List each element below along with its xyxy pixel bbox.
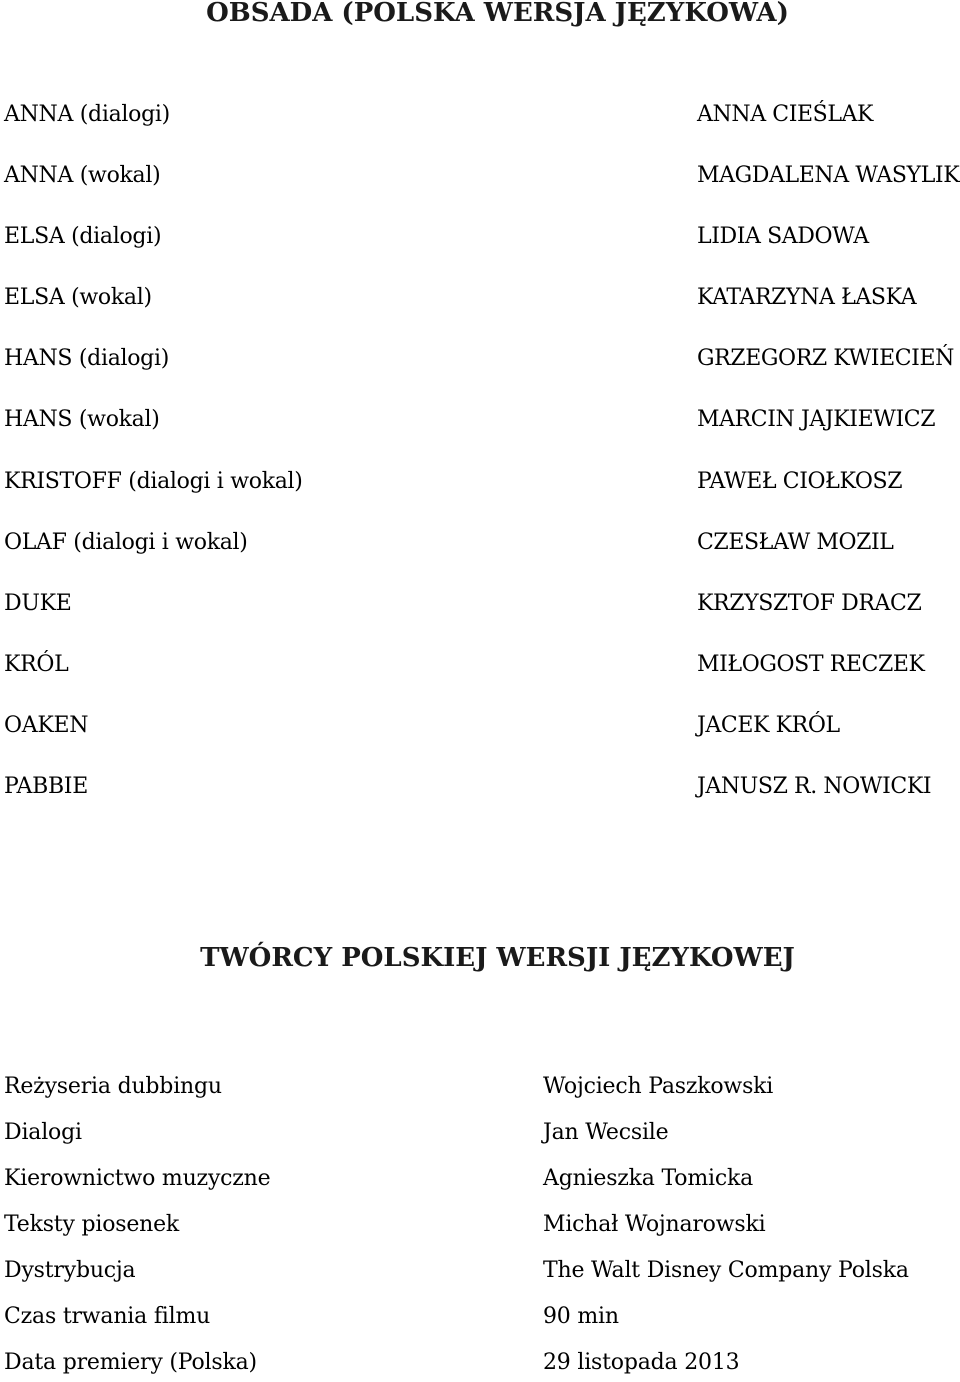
cast-actor: PAWEŁ CIOŁKOSZ: [697, 469, 903, 494]
cast-row: [0, 774, 960, 804]
crew-row: [0, 1304, 960, 1334]
cast-row: [0, 346, 960, 376]
cast-row: [0, 469, 960, 499]
crew-label: Dystrybucja: [4, 1258, 136, 1283]
cast-row: [0, 102, 960, 132]
cast-actor: JACEK KRÓL: [697, 713, 840, 738]
cast-role: HANS (wokal): [4, 407, 160, 432]
cast-role: KRISTOFF (dialogi i wokal): [4, 469, 303, 494]
crew-row: [0, 1258, 960, 1288]
cast-row: [0, 407, 960, 437]
cast-actor: ANNA CIEŚLAK: [697, 102, 874, 127]
cast-role: OAKEN: [4, 713, 89, 738]
crew-row: [0, 1074, 960, 1104]
crew-label: Data premiery (Polska): [4, 1350, 257, 1375]
cast-actor: JANUSZ R. NOWICKI: [697, 774, 932, 799]
crew-value: Agnieszka Tomicka: [543, 1166, 753, 1191]
crew-value: Michał Wojnarowski: [543, 1212, 766, 1237]
cast-section-title: OBSADA (POLSKA WERSJA JĘZYKOWA): [206, 0, 789, 28]
crew-value: 90 min: [543, 1304, 619, 1329]
crew-row: [0, 1166, 960, 1196]
crew-value: Wojciech Paszkowski: [543, 1074, 774, 1099]
cast-actor: MIŁOGOST RECZEK: [697, 652, 925, 677]
crew-value: Jan Wecsile: [543, 1120, 669, 1145]
cast-row: [0, 652, 960, 682]
crew-label: Reżyseria dubbingu: [4, 1074, 222, 1099]
cast-actor: MAGDALENA WASYLIK: [697, 163, 960, 188]
cast-row: [0, 163, 960, 193]
crew-label: Dialogi: [4, 1120, 82, 1145]
cast-row: [0, 591, 960, 621]
cast-actor: LIDIA SADOWA: [697, 224, 869, 249]
crew-value: The Walt Disney Company Polska: [543, 1258, 909, 1283]
cast-role: ANNA (wokal): [4, 163, 161, 188]
cast-actor: MARCIN JAJKIEWICZ: [697, 407, 936, 432]
cast-role: DUKE: [4, 591, 72, 616]
crew-value: 29 listopada 2013: [543, 1350, 740, 1375]
crew-row: [0, 1120, 960, 1150]
cast-role: ANNA (dialogi): [4, 102, 170, 127]
cast-role: KRÓL: [4, 652, 69, 677]
crew-label: Kierownictwo muzyczne: [4, 1166, 271, 1191]
cast-role: ELSA (wokal): [4, 285, 152, 310]
crew-row: [0, 1212, 960, 1242]
cast-role: PABBIE: [4, 774, 88, 799]
cast-role: HANS (dialogi): [4, 346, 169, 371]
cast-role: OLAF (dialogi i wokal): [4, 530, 248, 555]
crew-label: Teksty piosenek: [4, 1212, 180, 1237]
cast-row: [0, 530, 960, 560]
crew-row: [0, 1350, 960, 1380]
cast-row: [0, 285, 960, 315]
cast-actor: KRZYSZTOF DRACZ: [697, 591, 922, 616]
cast-row: [0, 224, 960, 254]
cast-row: [0, 713, 960, 743]
cast-actor: KATARZYNA ŁASKA: [697, 285, 917, 310]
crew-section-title: TWÓRCY POLSKIEJ WERSJI JĘZYKOWEJ: [200, 943, 795, 973]
crew-label: Czas trwania filmu: [4, 1304, 211, 1329]
cast-actor: CZESŁAW MOZIL: [697, 530, 894, 555]
cast-role: ELSA (dialogi): [4, 224, 162, 249]
cast-actor: GRZEGORZ KWIECIEŃ: [697, 346, 954, 371]
